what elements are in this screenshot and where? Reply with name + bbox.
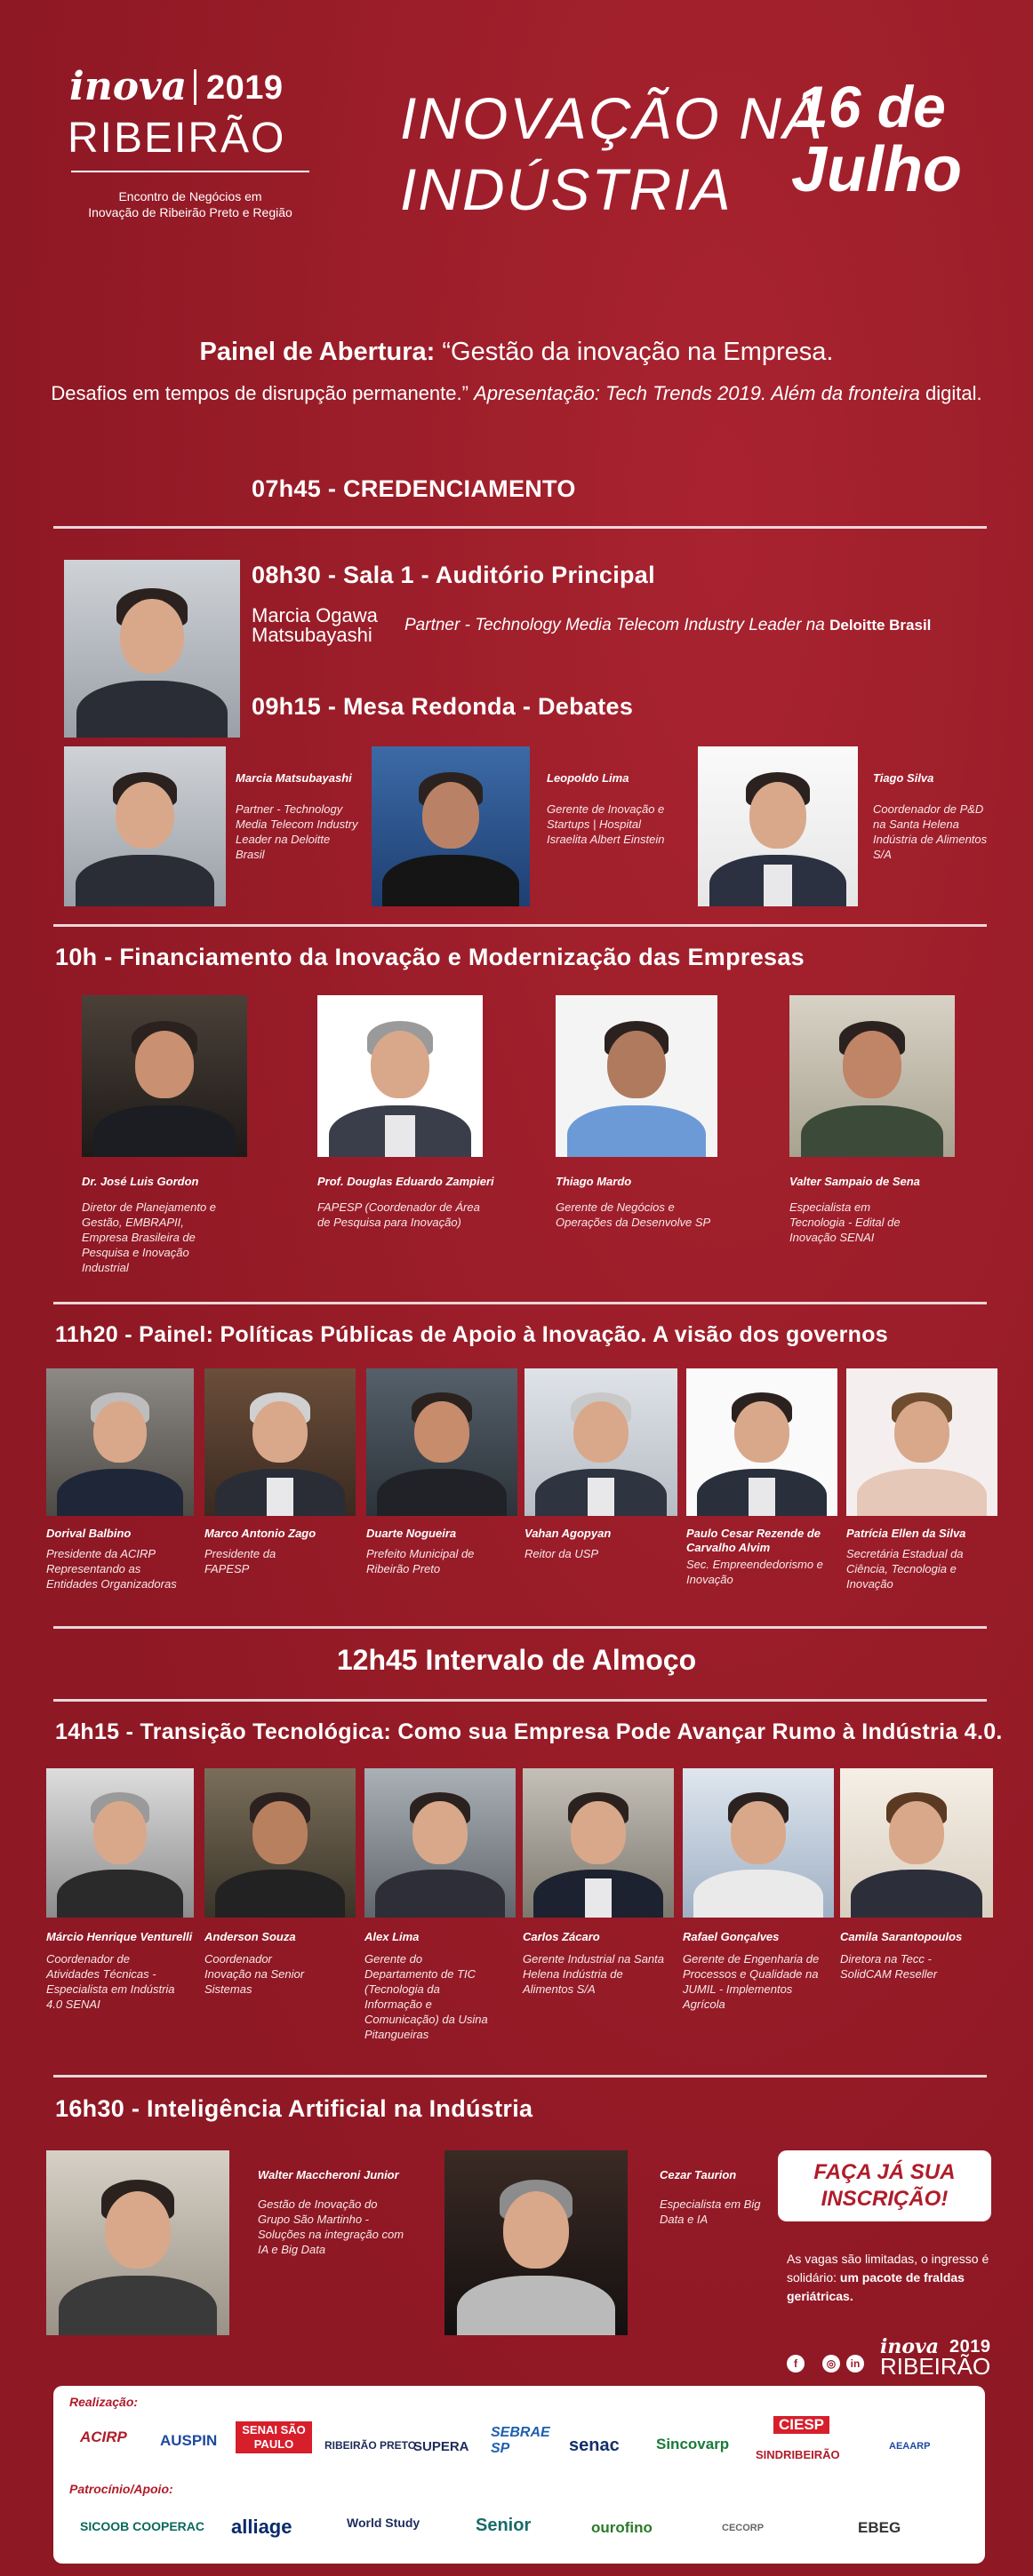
logo-word: inova	[69, 64, 188, 109]
logo-tagline-2: Inovação de Ribeirão Preto e Região	[88, 205, 292, 219]
speaker-photo	[846, 1368, 997, 1516]
speaker-name: Camila Sarantopoulos	[840, 1930, 963, 1943]
logo-tagline-1: Encontro de Negócios em	[118, 189, 262, 203]
divider	[53, 1302, 987, 1304]
signup-note	[787, 2250, 991, 2306]
logo-underline	[71, 171, 309, 172]
signup-line-1: FAÇA JÁ SUA	[813, 2160, 956, 2184]
speaker-desc: Especialista em Tecnologia - Edital de Inovação SENAI	[789, 1200, 901, 1244]
sponsor-logo: CECORP	[722, 2523, 765, 2533]
session-0915-title: 09h15 - Mesa Redonda - Debates	[252, 693, 634, 720]
opening-line-2	[0, 382, 1033, 405]
speaker-name: Duarte Nogueira	[366, 1527, 457, 1540]
speaker-name: Cezar Taurion	[660, 2168, 737, 2181]
speaker-name: Paulo Cesar Rezende de Carvalho Alvim	[686, 1527, 821, 1554]
speaker-name: Tiago Silva	[873, 771, 934, 785]
sponsor-logo: SICOOB COOPERAC	[80, 2519, 205, 2533]
speaker-desc: Coordenador de Atividades Técnicas - Especialista em Indústria 4.0 SENAI	[46, 1952, 175, 2011]
footer-logo-word: inova	[880, 2335, 940, 2358]
sponsor-logo: SINDRIBEIRÃO	[756, 2448, 840, 2461]
divider	[53, 526, 987, 529]
realizacao-label: Realização:	[69, 2395, 139, 2409]
speaker-photo	[372, 746, 530, 906]
session-0830-company: Deloitte Brasil	[829, 617, 932, 634]
session-0830-title: 08h30 - Sala 1 - Auditório Principal	[252, 562, 655, 588]
speaker-desc: Especialista em Big Data e IA	[660, 2197, 761, 2226]
lunch-break: 12h45 Intervalo de Almoço	[336, 1644, 697, 1676]
speaker-photo	[46, 2150, 229, 2335]
speaker-desc: Gerente do Departamento de TIC (Tecnologia da Informação e Comunicação) da Usina Pitangueiras	[364, 1952, 488, 2041]
speaker-photo	[82, 995, 247, 1157]
speaker-desc: Secretária Estadual da Ciência, Tecnologia e Inovação	[846, 1547, 964, 1591]
speaker-desc: Gerente Industrial na Santa Helena Indústria de Alimentos S/A	[523, 1952, 664, 1996]
sponsor-logo: ACIRP	[80, 2428, 127, 2445]
speaker-name: Thiago Mardo	[556, 1175, 632, 1188]
session-1630-title: 16h30 - Inteligência Artificial na Indústria	[55, 2095, 533, 2122]
speaker-desc: Presidente da ACIRP Representando as Entidades Organizadoras	[46, 1547, 177, 1591]
session-1120-title: 11h20 - Painel: Políticas Públicas de Apoio à Inovação. A visão dos governos	[55, 1322, 888, 1347]
speaker-desc: Partner - Technology Media Telecom Industry Leader na Deloitte Brasil	[236, 802, 358, 861]
event-title-1: INOVAÇÃO NA	[400, 85, 824, 151]
speaker-photo	[46, 1368, 194, 1516]
speaker-desc: Sec. Empreendedorismo e Inovação	[686, 1558, 823, 1586]
opening-line-2-end: digital.	[925, 382, 982, 404]
speaker-photo	[523, 1768, 674, 1918]
event-date-2: Julho	[791, 134, 962, 205]
opening-line-1	[0, 338, 1033, 367]
event-title-2: INDÚSTRIA	[400, 156, 733, 222]
speaker-name: Alex Lima	[364, 1930, 420, 1943]
speaker-photo	[64, 746, 226, 906]
sponsor-logo: Sincovarp	[656, 2436, 730, 2452]
speaker-desc: Diretor de Planejamento e Gestão, EMBRAPII, Empresa Brasileira de Pesquisa e Inovação Industrial	[82, 1200, 217, 1274]
event-date-1: 16 de	[796, 74, 946, 140]
sponsor-logo: EBEG	[858, 2519, 901, 2536]
opening-presentation: Apresentação: Tech Trends 2019. Além da fronteira	[474, 382, 920, 404]
speaker-desc: Gerente de Inovação e Startups | Hospital Israelita Albert Einstein	[547, 802, 665, 846]
credenciamento: 07h45 - CREDENCIAMENTO	[252, 475, 576, 502]
speaker-photo	[525, 1368, 677, 1516]
opening-line-2a: Desafios em tempos de disrupção permanente.”	[51, 382, 468, 404]
speaker-name: Márcio Henrique Venturelli	[46, 1930, 193, 1943]
sponsor-logo: SENAI SÃO PAULO	[236, 2421, 312, 2453]
sponsor-logo: CIESP	[773, 2416, 829, 2434]
speaker-desc: Gerente de Engenharia de Processos e Qualidade na JUMIL - Implementos Agrícola	[683, 1952, 820, 2011]
logo-year: 2019	[206, 69, 284, 107]
linkedin-icon[interactable]: in	[846, 2355, 864, 2373]
sponsor-logo: AUSPIN	[160, 2432, 218, 2449]
patrocinio-label: Patrocínio/Apoio:	[69, 2482, 173, 2496]
speaker-name: Dorival Balbino	[46, 1527, 132, 1540]
speaker-desc: Coordenador Inovação na Senior Sistemas	[204, 1952, 305, 1996]
sponsor-logo: ourofino	[591, 2519, 653, 2536]
speaker-name: Valter Sampaio de Sena	[789, 1175, 920, 1188]
sponsor-logo: senac	[569, 2436, 620, 2455]
speaker-photo	[840, 1768, 993, 1918]
speaker-desc: Gestão de Inovação do Grupo São Martinho - Soluções na integração com IA e Big Data	[258, 2197, 404, 2256]
speaker-photo	[444, 2150, 628, 2335]
sponsor-logo: alliage	[231, 2516, 292, 2538]
divider	[53, 2075, 987, 2078]
speaker-name: Leopoldo Lima	[547, 771, 629, 785]
speaker-name: Vahan Agopyan	[525, 1527, 612, 1540]
sponsor-logo: SEBRAE SP	[491, 2425, 550, 2456]
speaker-photo	[204, 1368, 356, 1516]
opening-label: Painel de Abertura:	[199, 338, 436, 366]
speaker-name: Carlos Zácaro	[523, 1930, 600, 1943]
footer-logo-city: RIBEIRÃO	[880, 2353, 991, 2380]
signup-note-2: é solidário:	[787, 2252, 989, 2285]
opening-topic: “Gestão da inovação na Empresa.	[442, 338, 834, 366]
speaker-photo	[789, 995, 955, 1157]
speaker-desc: FAPESP (Coordenador de Área de Pesquisa para Inovação)	[317, 1200, 480, 1229]
speaker-photo	[364, 1768, 516, 1918]
speaker-photo	[204, 1768, 356, 1918]
speaker-desc: Gerente de Negócios e Operações da Desenvolve SP	[556, 1200, 711, 1229]
speaker-desc: Prefeito Municipal de Ribeirão Preto	[366, 1547, 475, 1575]
footer-logo-year: 2019	[949, 2337, 991, 2357]
speaker-photo	[698, 746, 858, 906]
speaker-photo	[686, 1368, 837, 1516]
divider	[53, 1626, 987, 1629]
divider	[53, 924, 987, 927]
signup-button[interactable]	[778, 2150, 991, 2221]
signup-note-bold: um pacote de fraldas geriátricas.	[787, 2270, 965, 2303]
session-1415-title: 14h15 - Transição Tecnológica: Como sua Empresa Pode Avançar Rumo à Indústria 4.0.	[55, 1719, 1003, 1744]
sponsor-logo: SUPERA	[413, 2439, 469, 2454]
speaker-desc: Presidente da FAPESP	[204, 1547, 276, 1575]
speaker-photo	[683, 1768, 834, 1918]
sponsors-panel	[53, 2386, 985, 2564]
signup-note-1: As vagas são limitadas, o ingresso	[787, 2252, 979, 2266]
logo-divider	[194, 69, 196, 105]
divider	[53, 1699, 987, 1702]
speaker-name: Marcia Matsubayashi	[236, 771, 352, 785]
speaker-name: Walter Maccheroni Junior	[258, 2168, 399, 2181]
session-0830-role-text: Partner - Technology Media Telecom Industry Leader na	[404, 616, 825, 634]
session-10h-title: 10h - Financiamento da Inovação e Modernização das Empresas	[55, 944, 805, 970]
session-0830-role	[404, 616, 931, 635]
speaker-photo	[366, 1368, 517, 1516]
speaker-name: Prof. Douglas Eduardo Zampieri	[317, 1175, 494, 1188]
speaker-name: Patrícia Ellen da Silva	[846, 1527, 966, 1540]
signup-line-2: INSCRIÇÃO!	[821, 2187, 949, 2211]
instagram-icon[interactable]: ◎	[822, 2355, 840, 2373]
sponsor-logo: RIBEIRÃO PRETO	[324, 2439, 417, 2452]
session-0830-speaker: Marcia Ogawa Matsubayashi	[252, 604, 378, 646]
speaker-name: Rafael Gonçalves	[683, 1930, 780, 1943]
speaker-desc: Diretora na Tecc - SolidCAM Reseller	[840, 1952, 938, 1981]
speaker-desc: Reitor da USP	[525, 1547, 599, 1560]
speaker-desc: Coordenador de P&D na Santa Helena Indústria de Alimentos S/A	[873, 802, 988, 861]
speaker-photo	[317, 995, 483, 1157]
speaker-photo	[556, 995, 717, 1157]
sponsor-logo: AEAARP	[889, 2441, 931, 2452]
sponsor-logo: Senior	[476, 2516, 532, 2535]
speaker-name: Anderson Souza	[204, 1930, 296, 1943]
sponsor-logo: World Study	[347, 2516, 420, 2530]
speaker-photo	[46, 1768, 194, 1918]
speaker-name: Dr. José Luis Gordon	[82, 1175, 199, 1188]
speaker-name: Marco Antonio Zago	[204, 1527, 316, 1540]
speaker-photo	[64, 560, 240, 738]
facebook-icon[interactable]: f	[787, 2355, 805, 2373]
logo-city: RIBEIRÃO	[68, 115, 286, 162]
